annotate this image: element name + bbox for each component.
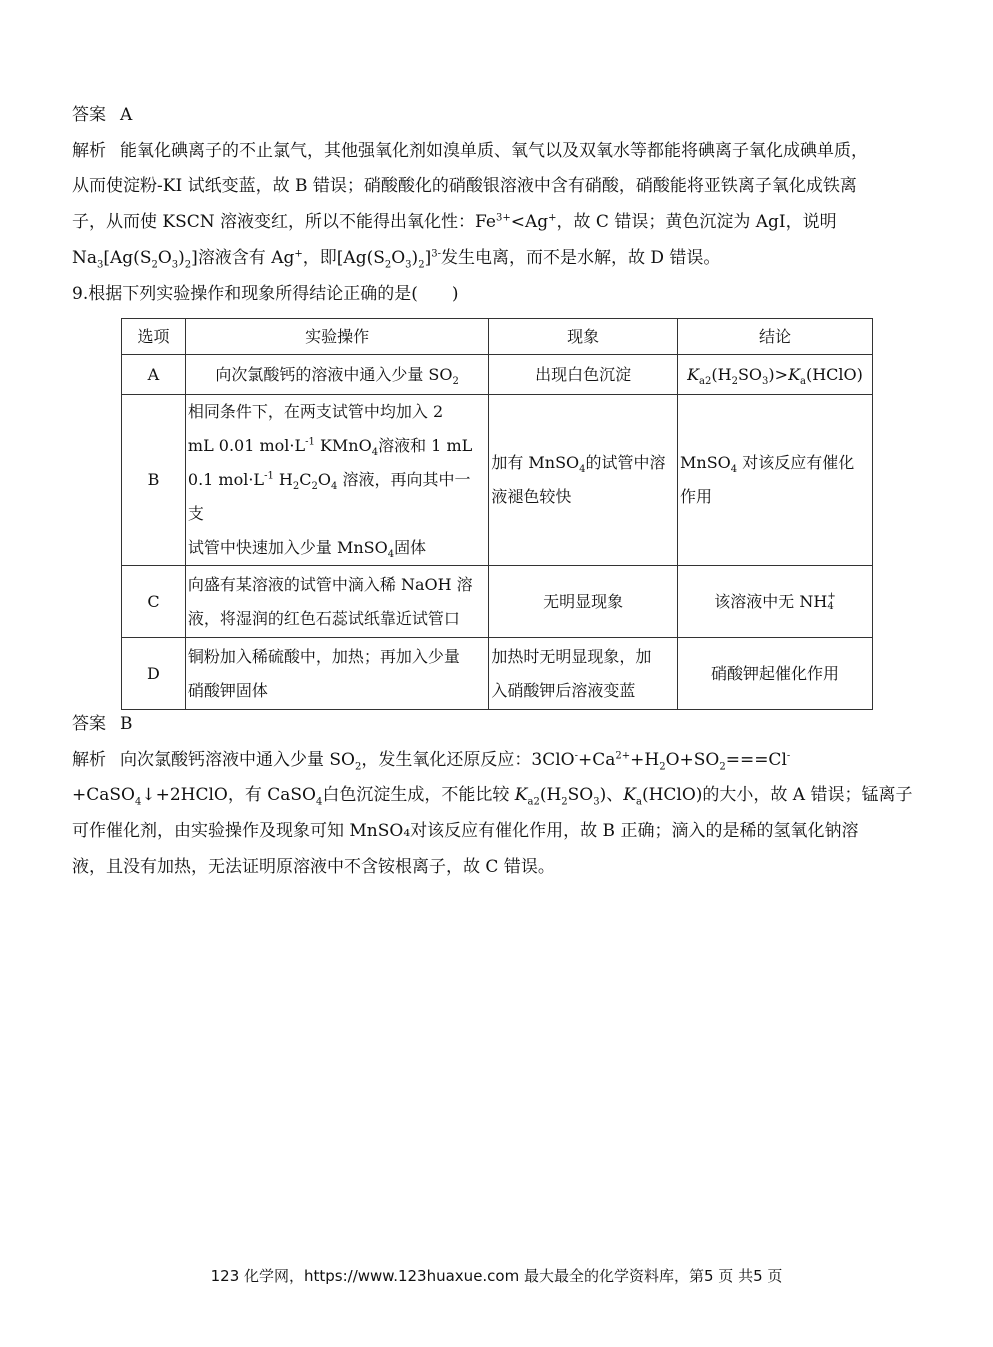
answer-label: 答案 [72, 105, 106, 125]
header-conclusion: 结论 [678, 319, 873, 355]
analysis-b-line-2: +CaSO$_4$↓+2HClO，有 CaSO$_4$白色沉淀生成，不能比较 $K_{a2}(H_2SO_3)$、$K_a(HClO)$的大小，故 A 错误；锰离子 [72, 785, 913, 808]
answer-b [72, 713, 133, 735]
table-row: B 相同条件下，在两支试管中均加入 2 mL 0.01 $mol\cdot L^{-1}$ KMnO$_4$溶液和 1 mL 0.1 $mol\cdot L^{-1}$ $H_2C_2O_4$ 溶液，再向其中一支 试管中快速加入少量 MnSO$_4$固体 加有 MnSO$_4$的试管中溶 液褪色较快 MnSO$_4$ 对该反应有催化 作用 [122, 395, 873, 566]
analysis-a-line-2: 从而使淀粉-KI 试纸变蓝，故 B 错误；硝酸酸化的硝酸银溶液中含有硝酸，硝酸能将亚铁离子氧化成铁离 [72, 176, 857, 196]
analysis-a-line-1: 解析 能氧化碘离子的不止氯气，其他强氧化剂如溴单质、氧气以及双氧水等都能将碘离子氧化成碘单质， [72, 141, 868, 161]
answer-label: 答案 [72, 714, 106, 734]
table-header-row [122, 319, 873, 355]
analysis-label: 解析 [72, 141, 106, 161]
table-row: C 向盛有某溶液的试管中滴入稀 NaOH 溶 液，将湿润的红色石蕊试纸靠近试管口 无明显现象 该溶液中无 NH + 4 [122, 566, 873, 638]
analysis-b-line-3: 可作催化剂，由实验操作及现象可知 MnSO₄对该反应有催化作用，故 B 正确；滴入的是稀的氢氧化钠溶 [72, 821, 859, 841]
header-option: 选项 [122, 319, 186, 355]
answer-a [72, 104, 132, 126]
analysis-b-line-1: 解析 向次氯酸钙溶液中通入少量 $SO_2$，发生氧化还原反应：$3ClO^-+Ca^{2+}+H_2O+SO_2===Cl^-$ [72, 750, 791, 773]
header-operation: 实验操作 [185, 319, 488, 355]
header-phenomenon: 现象 [489, 319, 678, 355]
question-9: 9.根据下列实验操作和现象所得结论正确的是( ) [72, 284, 459, 304]
analysis-b-line-4: 液，且没有加热，无法证明原溶液中不含铵根离子，故 C 错误。 [72, 857, 555, 877]
answer-value: B [120, 714, 133, 734]
table-row: D 铜粉加入稀硫酸中，加热；再加入少量 硝酸钾固体 加热时无明显现象，加 入硝酸钾后溶液变蓝 硝酸钾起催化作用 [122, 638, 873, 710]
analysis-a-line-4: $Na_3[Ag(S_2O_3)_2]$溶液含有 Ag+，即$[Ag(S_2O_3)_2]^{3-}$发生电离，而不是水解，故 D 错误。 [72, 248, 721, 271]
answer-value: A [120, 105, 133, 125]
experiment-table [121, 318, 873, 710]
table-row: A 向次氯酸钙的溶液中通入少量 $SO_2$ 出现白色沉淀 $K_{a2}(H_2SO_3)>K_a(HClO)$ [122, 355, 873, 395]
page-footer: 123 化学网，https://www.123huaxue.com 最大最全的化学资料库，第5 页 共5 页 [210, 1267, 783, 1285]
analysis-label: 解析 [72, 750, 106, 770]
analysis-a-line-3: 子，从而使 KSCN 溶液变红，所以不能得出氧化性：$Fe^{3+}<Ag^+$，故 C 错误；黄色沉淀为 AgI，说明 [72, 212, 837, 232]
